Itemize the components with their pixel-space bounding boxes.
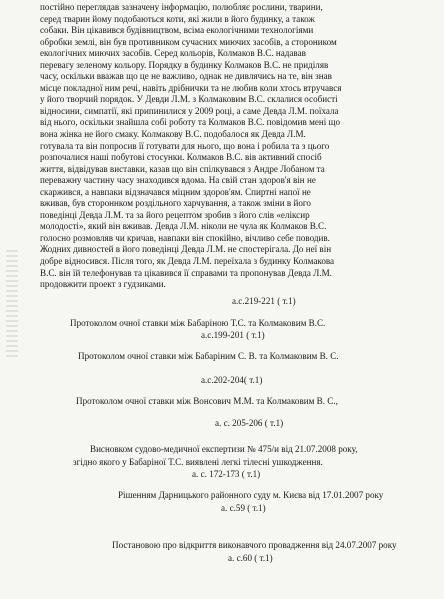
text-line: голосно розмовляв чи кричав, навпаки він спокійно, вічливо себе поводив. [40, 232, 330, 243]
evidence-entry-title: Рішенням Дарницького районного суду м. Києва від 17.01.2007 року [118, 490, 384, 500]
text-line: розпочалися наші побутові стосунки. Колмаков В.С. вів активний спосіб [40, 152, 322, 163]
evidence-entry-title: Протоколом очної ставки між Вонсович М.М. та Колмаковим В. С., [76, 396, 338, 406]
case-reference: а. с. 172-173 ( т.1) [192, 469, 261, 479]
case-reference: а.с.202-204( т.1) [201, 375, 263, 385]
evidence-entry-description: згідно якого у Бабаріної Т.С. виявлені легкі тілесні ушкодження. [73, 457, 323, 467]
text-line: молодості», який він вживав. Девда Л.М. ніколи не чула як Колмаков В.С. [40, 221, 327, 232]
text-line: вона жінка не його смаку. Колмакову В.С. подобалося як Девда Л.М. [40, 129, 306, 140]
case-reference: а. с.60 ( т.1) [228, 553, 273, 563]
evidence-entry-title: Постановою про відкриття виконавчого провадження від 24.07.2007 року [112, 540, 397, 550]
text-line: скаржився, а навпаки відзначався міцним здоров'ям. Спиртні напої не [40, 186, 311, 197]
case-reference: а.с.219-221 ( т.1) [232, 296, 296, 306]
text-line: життя, відвідував виставки, казав що він спілкувався з Андре Лобаном та [40, 163, 325, 174]
evidence-entry-title: Висновком судово-медичної експертизи № 475/и від 21.07.2008 року, [90, 444, 358, 454]
text-line: часу, оскільки вважав що це не важливо, однак не дивлячись на те, він знав [40, 71, 332, 82]
text-line: обробки землі, він був противником сучасних миючих засобів, а стороником [40, 36, 337, 47]
text-line: місце покладної ним речі, навіть дрібнички та не любив коли хтось втручався [40, 82, 342, 93]
testimony-paragraph [40, 2, 412, 291]
evidence-entry-title: Протоколом очної ставки між Бабаріною Т.С. та Колмаковим В.С. [70, 318, 326, 328]
text-line: у його творчий порядок. У Девди Л.М. з Колмаковим В.С. склалися особисті [40, 94, 338, 105]
evidence-entry-title: Протоколом очної ставки між Бабаріним С. В. та Колмаковим В. С. [78, 351, 339, 361]
case-reference: а. с. 205-206 ( т.1) [215, 418, 284, 428]
text-line: собаки. Він цікавився будівництвом, всіма екологічними технологіями [40, 25, 314, 36]
text-line: екологічних миючих засобів. Серед кольорів, Колмаков В.С. надавав [40, 48, 306, 59]
text-line: переважну частину часу знаходився вдома. На свій стан здоров'я він не [40, 175, 316, 186]
text-line: відносини, симпатії, які припинилися у 2009 році, а саме Девда Л.М. поїхала [40, 105, 339, 116]
case-reference: а. с.59 ( т.1) [221, 503, 266, 513]
text-line: від нього, оскільки знайшла собі роботу та Колмаков В.С. повідомив мені що [40, 117, 341, 128]
text-line: перевагу зеленому кольору. Порядку в будинку Колмаков В.С. не приділяв [40, 59, 329, 70]
scan-artifact [6, 250, 18, 360]
text-line: вживав, був стороннком роздільного харчування, а також зміни в його [40, 198, 311, 209]
text-line: готувала та він попросив її готувати для нього, що вона і робила та з цього [40, 140, 330, 151]
text-line: Жодних дивностей в його поведінці Девда Л.М. не спостерігала. До неї він [40, 244, 332, 255]
text-line: постійно переглядав зазначену інформацію, полюбляє рослини, тварини, [40, 2, 323, 12]
text-line: добре відносився. Після того, як Девда Л.М. переїхала з будинку Колмакова [40, 256, 335, 267]
text-line: поведінці Девда Л.М. та за його рецептом зробив з його слів «еліксир [40, 209, 310, 220]
text-line: В.С. він їй телефонував та цікавився її справами та пропонував Девда Л.М. [40, 267, 332, 278]
text-line: продовжити проект з гудзиками. [40, 279, 166, 290]
case-reference: а.с.199-201 ( т.1) [201, 330, 265, 340]
text-line: серед тварин йому подобаються коти, які жили в його будинку, а також [40, 13, 315, 24]
